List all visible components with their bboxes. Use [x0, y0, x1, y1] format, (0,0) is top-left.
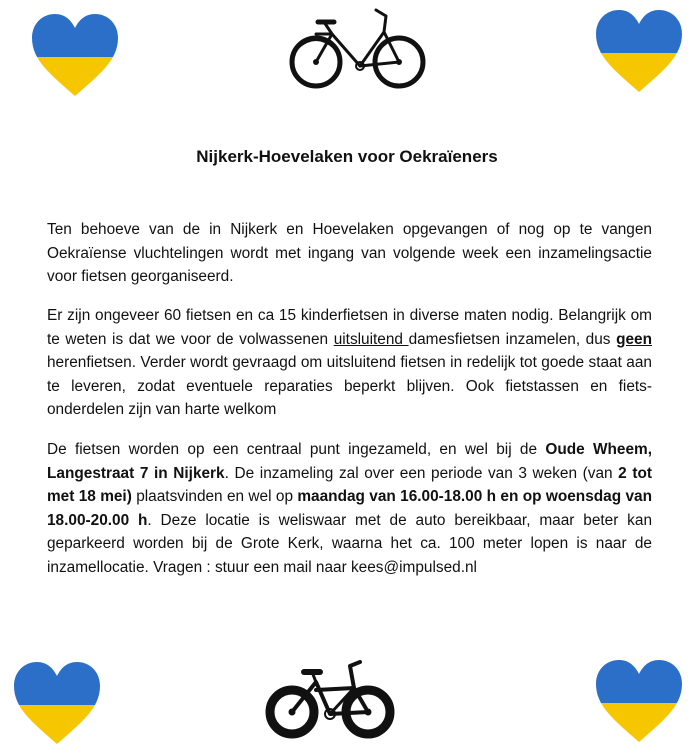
paragraph-requirements — [47, 304, 652, 422]
paragraph-intro: Ten behoeve van de in Nijkerk en Hoevelaken opgevangen of nog op te vangen Oekraïense vluchtelingen wordt met ingang van volgende week een inzamelingsactie voor fietsen georganiseerd. — [47, 221, 652, 285]
underlined-text: uitsluitend — [333, 330, 409, 348]
times-bold: maandag van 16.00-18.00 h en op woensdag van 18.00-20.00 h — [47, 488, 652, 529]
ukraine-heart-icon — [594, 658, 684, 744]
ukraine-heart-icon — [30, 12, 120, 98]
document-title: Nijkerk-Hoevelaken voor Oekraïeners — [196, 147, 498, 166]
text-segment: damesfietsen inzamelen, dus — [408, 330, 617, 348]
text-segment: De fietsen worden op een centraal punt ingezameld, en wel bij de — [47, 441, 546, 458]
ukraine-heart-icon — [594, 8, 684, 94]
text-segment: . Deze locatie is weliswaar met de auto bereikbaar, maar beter kan geparkeerd worden bij de Grote Kerk, waarna het ca. 100 meter lopen is naar de inzamellocatie. Vragen : stuur een mail naar kees@impulsed.nl — [47, 511, 653, 576]
ukraine-heart-icon — [12, 660, 102, 746]
text-segment: . De inzameling zal over een periode van 3 weken (van — [224, 464, 619, 482]
period-bold: 2 tot met 18 mei) — [47, 464, 652, 505]
paragraph-logistics — [47, 438, 652, 579]
text-segment: plaatsvinden en wel op — [131, 488, 298, 505]
text-segment: herenfietsen. Verder wordt gevraagd om uitsluitend fietsen in redelijk tot goede staat aan te leveren, zodat eventuele reparaties beperkt blijven. Ook fietstassen en fiets-onderdelen zijn van harte welkom — [47, 354, 652, 418]
kids-bicycle-icon — [264, 656, 396, 742]
underlined-bold-text: geen — [616, 330, 652, 348]
text-segment: Er zijn ongeveer 60 fietsen en ca 15 kinderfietsen in diverse maten nodig. Belangrijk om te weten is dat we voor de volwassenen — [47, 307, 652, 348]
location-bold: Oude Wheem, Langestraat 7 in Nijkerk — [47, 441, 652, 482]
ladies-bicycle-icon — [288, 4, 428, 90]
